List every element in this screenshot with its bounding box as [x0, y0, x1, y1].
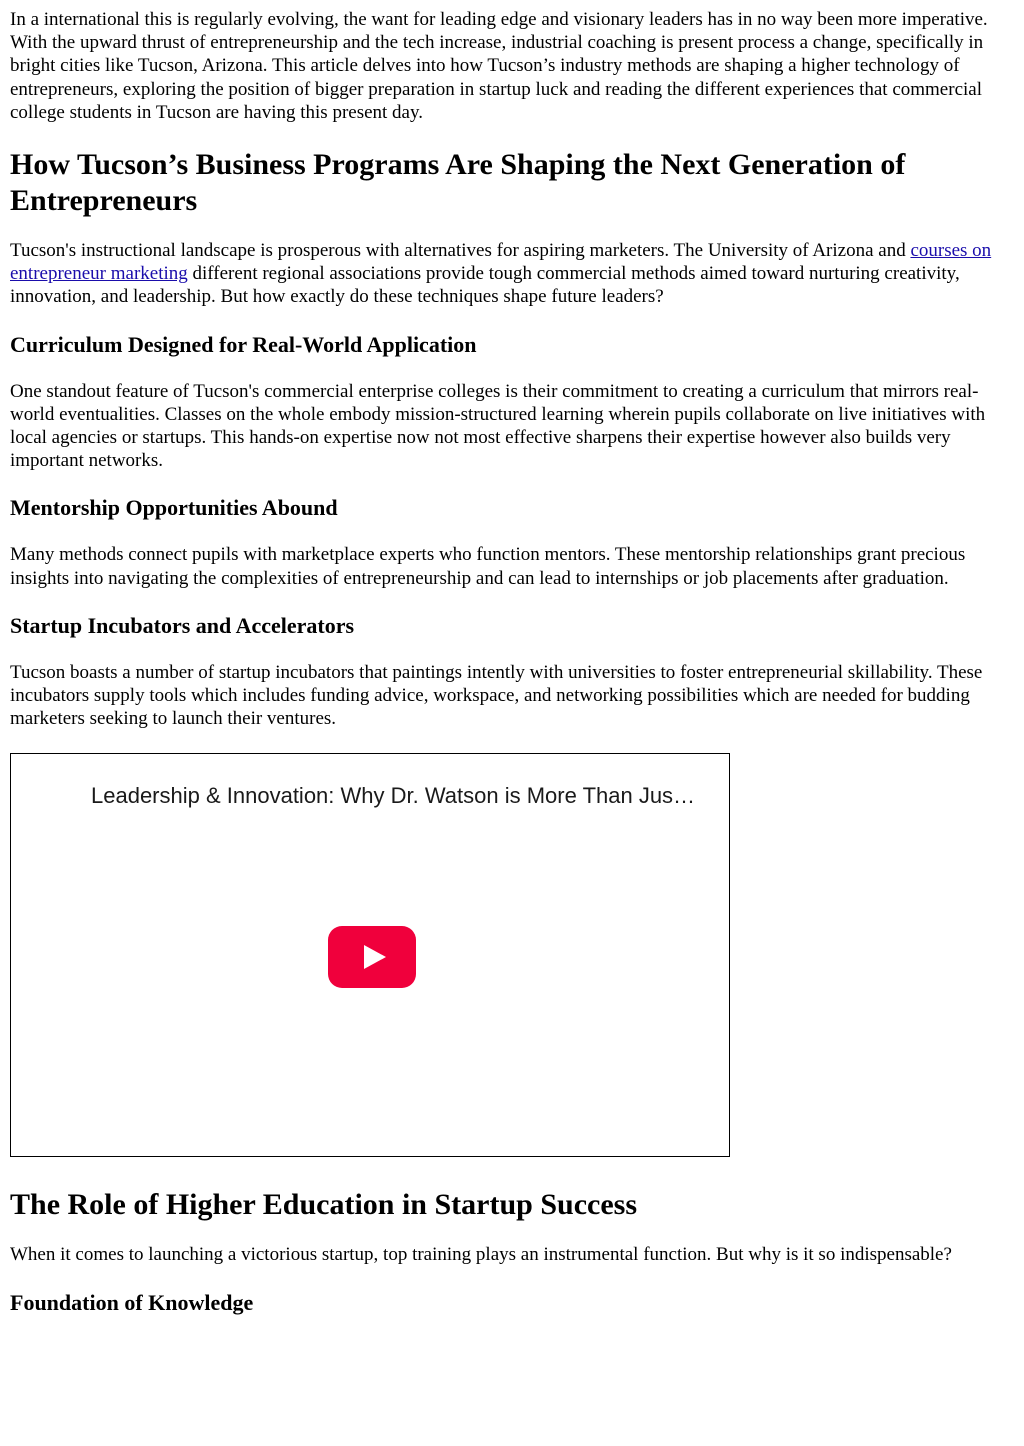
video-title[interactable]: Leadership & Innovation: Why Dr. Watson is More Than Jus… — [91, 783, 696, 809]
curriculum-paragraph: One standout feature of Tucson's commercial enterprise colleges is their commitment to creating a curriculum that mirrors real-world eventualities. Classes on the whole embody mission-structured learning wherein pupils collaborate on live initiatives with local agencies or startups. This hands-on expertise now not most effective sharpens their expertise however also builds very important networks. — [10, 380, 986, 472]
section-heading-higher-education: The Role of Higher Education in Startup Success — [10, 1188, 637, 1222]
intro-paragraph: In a international this is regularly evolving, the want for leading edge and visionary leaders has in no way been more imperative. With the upward thrust of entrepreneurship and the tech increase, industrial coaching is present process a change, specifically in bright cities like Tucson, Arizona. This article delves into how Tucson’s industry methods are shaping a higher technology of entrepreneurs, exploring the position of bigger preparation in startup luck and reading the different experiences that commercial college students in Tucson are having this present day. — [10, 9, 988, 123]
subheading-foundation: Foundation of Knowledge — [10, 1289, 254, 1315]
section-heading-tucson-programs: How Tucson’s Business Programs Are Shaping the Next Generation of Entrepreneurs — [10, 148, 906, 218]
landscape-text-after-link: different regional associations provide tough commercial methods aimed toward nurturing creativity, innovation, and leadership. But how exactly do these techniques shape future leaders? — [10, 263, 960, 308]
play-button-icon[interactable] — [328, 926, 416, 988]
higher-education-paragraph: When it comes to launching a victorious startup, top training plays an instrumental function. But why is it so indispensable? — [10, 1244, 952, 1266]
subheading-incubators: Startup Incubators and Accelerators — [10, 612, 355, 638]
mentorship-paragraph: Many methods connect pupils with marketplace experts who function mentors. These mentorship relationships grant precious insights into navigating the complexities of entrepreneurship and can lead to internships or job placements after graduation. — [10, 544, 966, 589]
video-embed[interactable] — [10, 753, 730, 1157]
subheading-mentorship: Mentorship Opportunities Abound — [10, 495, 338, 521]
landscape-text-before-link: Tucson's instructional landscape is prosperous with alternatives for aspiring marketers. The University of Arizona and — [10, 240, 911, 262]
landscape-paragraph — [10, 239, 1014, 309]
incubators-paragraph: Tucson boasts a number of startup incubators that paintings intently with universities to foster entrepreneurial skillability. These incubators supply tools which includes funding advice, workspace, and networking possibilities which are needed for budding marketers seeking to launch their ventures. — [10, 661, 983, 730]
subheading-curriculum: Curriculum Designed for Real-World Application — [10, 331, 477, 357]
entrepreneur-marketing-link[interactable]: courses on entrepreneur marketing — [10, 240, 992, 285]
